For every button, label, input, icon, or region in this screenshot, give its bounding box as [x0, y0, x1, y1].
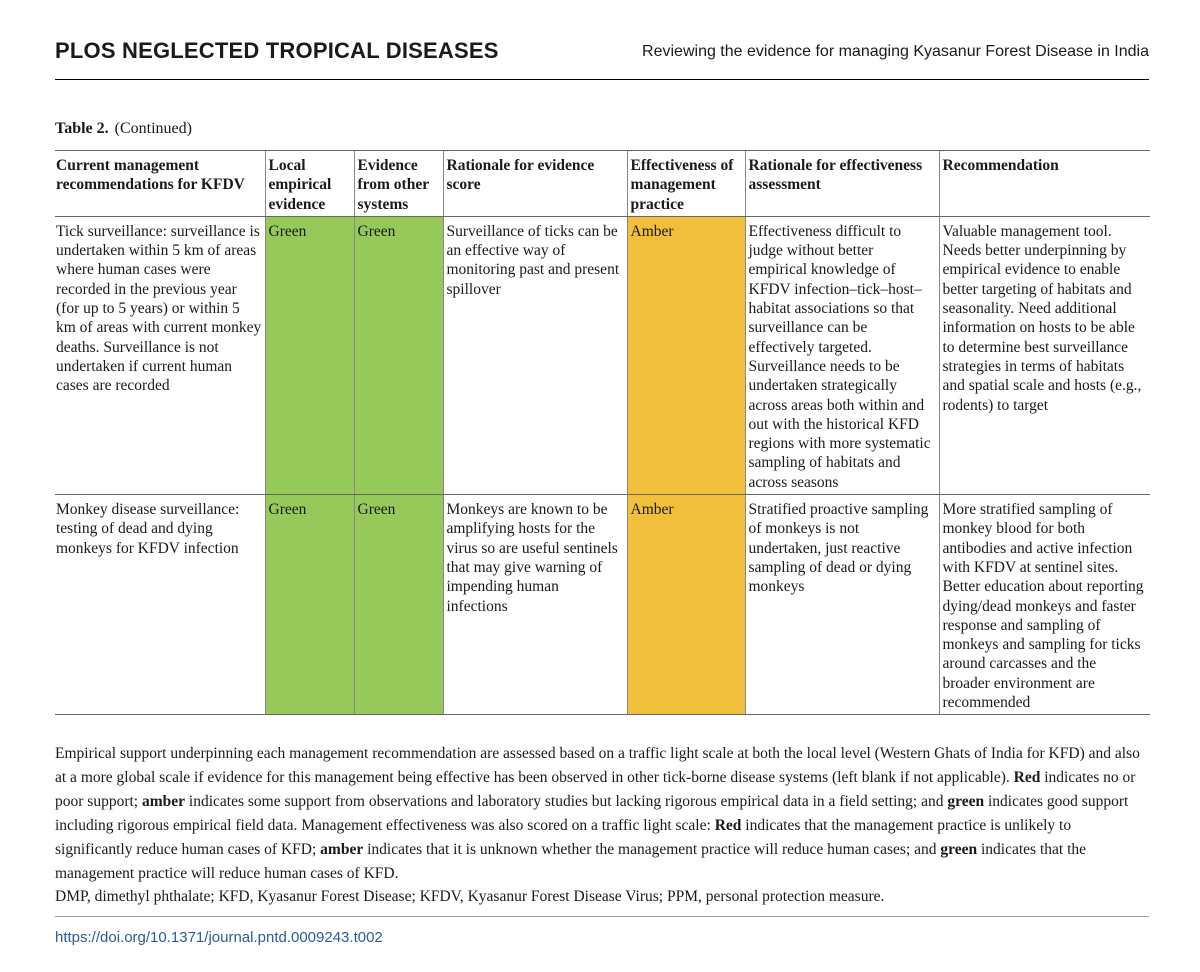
evidence-table [55, 150, 1150, 715]
footnote-emphasis: amber [320, 841, 364, 858]
footnote-emphasis: green [947, 793, 985, 810]
footnote-text: indicates that the management practice is unlikely to significantly reduce human cases of KFD; [55, 817, 1072, 858]
advice-cell: More stratified sampling of monkey blood for both antibodies and active infection with KFDV at sentinel sites. Better education about reporting dying/dead monkeys and faster response and sampling of monkeys and sampling for ticks around carcasses and the broader environment are recommended [939, 495, 1150, 715]
column-header: Effectiveness of management practice [627, 151, 745, 217]
table-label: Table 2. [55, 120, 109, 137]
column-header: Rationale for effectiveness assessment [745, 151, 939, 217]
other-evidence-cell: Green [354, 495, 443, 715]
effectiveness-rationale-cell: Effectiveness difficult to judge without better empirical knowledge of KFDV infection–tick–host–habitat associations so that surveillance can be effectively targeted. Surveillance needs to be undertaken strategically across areas both within and out with the historical KFD regions with more systematic sampling of habitats and across seasons [745, 216, 939, 494]
local-evidence-cell: Green [265, 495, 354, 715]
effectiveness-rationale-cell: Stratified proactive sampling of monkeys is not undertaken, just reactive sampling of dead or dying monkeys [745, 495, 939, 715]
effectiveness-cell: Amber [627, 216, 745, 494]
recommendation-cell: Monkey disease surveillance: testing of dead and dying monkeys for KFDV infection [55, 495, 265, 715]
table-footnote [55, 742, 1150, 886]
column-header: Local empirical evidence [265, 151, 354, 217]
footnote-emphasis: green [940, 841, 978, 858]
footnote-text: Empirical support underpinning each management recommendation are assessed based on a traffic light scale at both the local level (Western Ghats of India for KFD) and also at a more global scale if evidence for this management being effective has been observed in other tick-borne disease systems (left blank if not applicable). [55, 745, 1140, 786]
rationale-cell: Surveillance of ticks can be an effective way of monitoring past and present spillover [443, 216, 627, 494]
footnote-text: indicates some support from observations and laboratory studies but lacking rigorous empirical data in a field setting; and [188, 793, 944, 810]
advice-cell: Valuable management tool. Needs better underpinning by empirical evidence to enable better targeting of habitats and seasonality. Need additional information on hosts to be able to determine best surveillance strategies in terms of habitats and spatial scale and hosts (e.g., rodents) to target [939, 216, 1150, 494]
column-header: Current management recommendations for KFDV [55, 151, 265, 217]
other-evidence-cell: Green [354, 216, 443, 494]
abbreviations: DMP, dimethyl phthalate; KFD, Kyasanur Forest Disease; KFDV, Kyasanur Forest Disease Virus; PPM, personal protection measure. [55, 888, 885, 905]
header-divider [55, 79, 1149, 80]
journal-name: PLOS NEGLECTED TROPICAL DISEASES [55, 38, 499, 63]
table-caption [55, 120, 192, 138]
rationale-cell: Monkeys are known to be amplifying hosts for the virus so are useful sentinels that may give warning of impending human infections [443, 495, 627, 715]
column-header: Recommendation [939, 151, 1150, 217]
table-row [55, 216, 1150, 494]
table-header-row [55, 151, 1150, 217]
column-header: Rationale for evidence score [443, 151, 627, 217]
footnote-emphasis: Red [714, 817, 742, 834]
local-evidence-cell: Green [265, 216, 354, 494]
footnote-text: indicates no or poor support; [55, 769, 1136, 810]
running-title: Reviewing the evidence for managing Kyasanur Forest Disease in India [642, 43, 1149, 60]
table-row [55, 495, 1150, 715]
doi-link[interactable]: https://doi.org/10.1371/journal.pntd.0009243.t002 [55, 929, 383, 946]
footnote-text: indicates that the management practice will reduce human cases of KFD. [55, 841, 1087, 882]
footnote-text: indicates that it is unknown whether the management practice will reduce human cases; and [367, 841, 937, 858]
table-caption-text: (Continued) [114, 120, 192, 137]
column-header: Evidence from other systems [354, 151, 443, 217]
effectiveness-cell: Amber [627, 495, 745, 715]
footnote-text: indicates good support including rigorous empirical field data. Management effectiveness was also scored on a traffic light scale: [55, 793, 1129, 834]
footer-divider [55, 916, 1149, 917]
footnote-emphasis: Red [1013, 769, 1041, 786]
recommendation-cell: Tick surveillance: surveillance is undertaken within 5 km of areas where human cases were recorded in the previous year (for up to 5 years) or within 5 km of areas with current monkey deaths. Surveillance is not undertaken if current human cases are recorded [55, 216, 265, 494]
footnote-emphasis: amber [141, 793, 186, 810]
